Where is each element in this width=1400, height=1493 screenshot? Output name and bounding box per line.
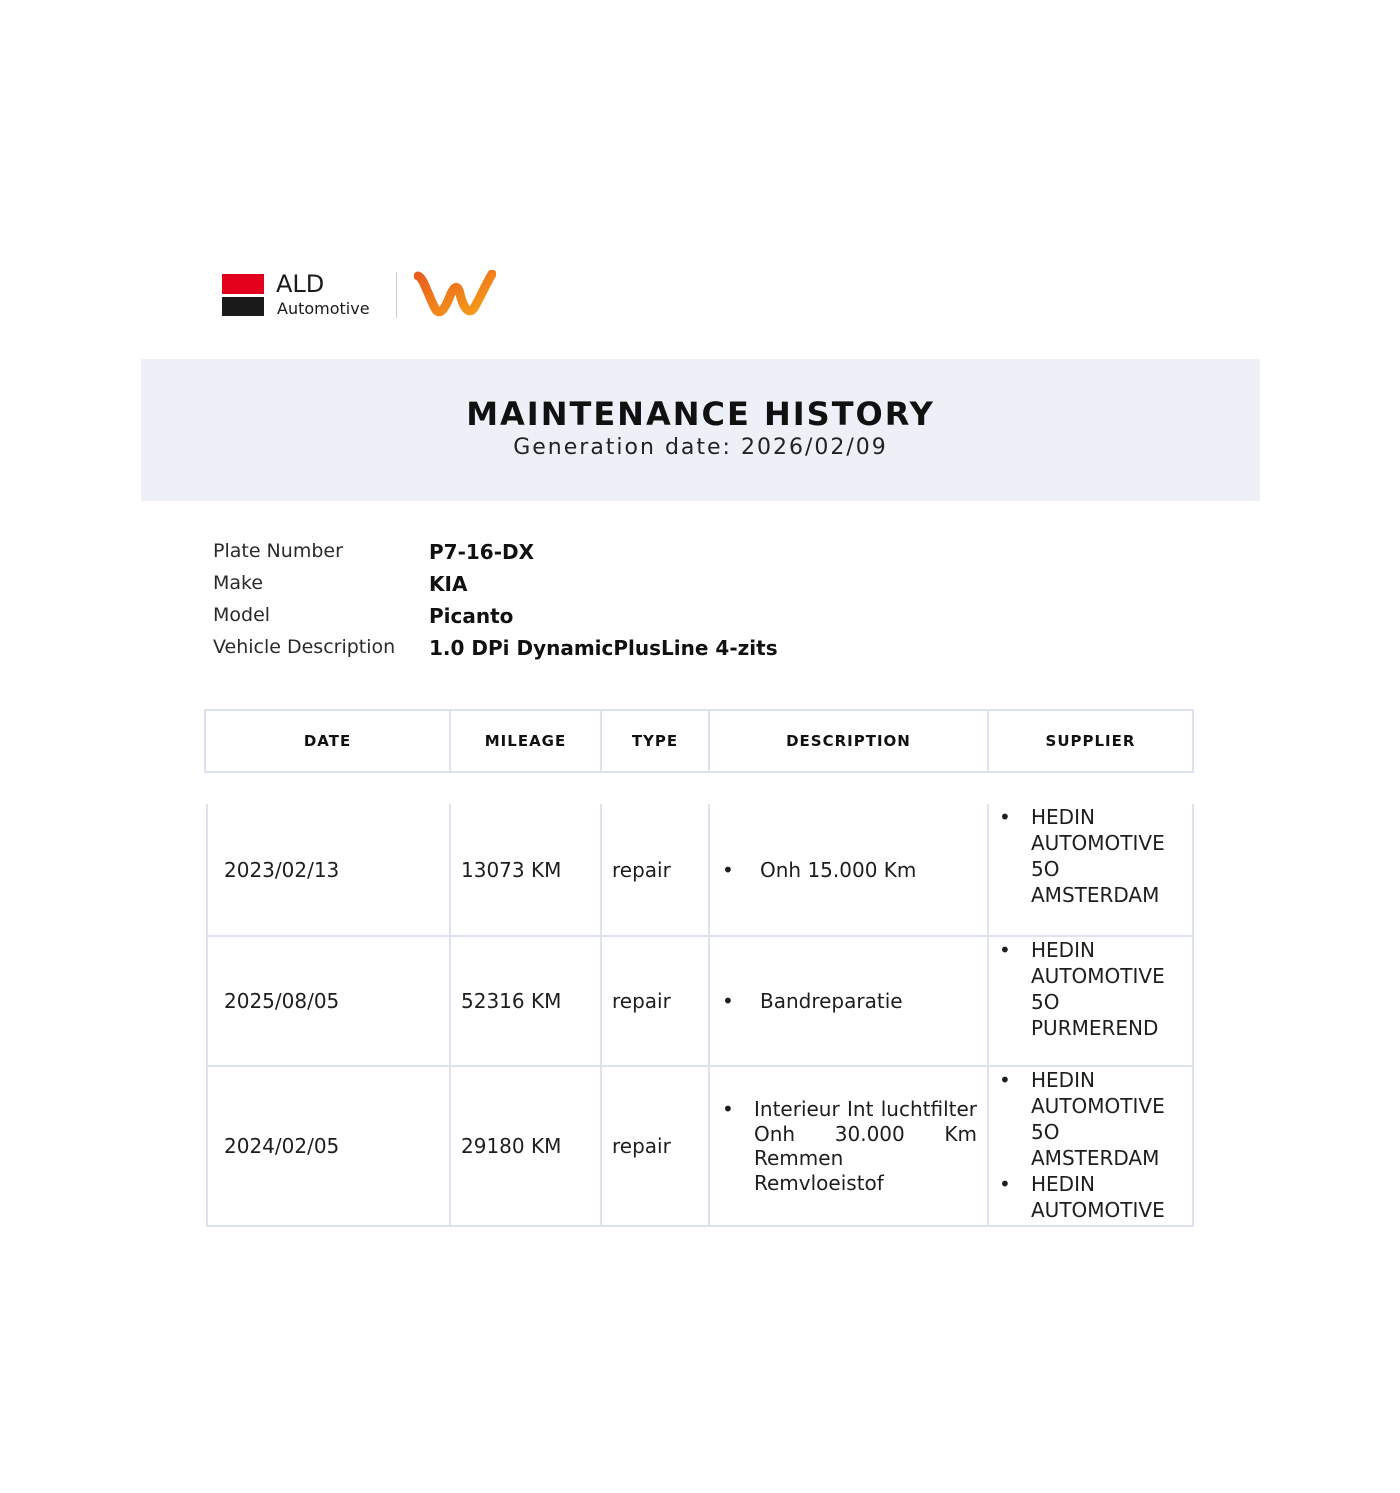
table-row (208, 804, 1192, 935)
column-header-mileage: MILEAGE (451, 711, 602, 771)
cell-description (710, 1067, 989, 1225)
table-row (208, 1065, 1192, 1225)
cell-date: 2024/02/05 (208, 1067, 451, 1225)
column-header-supplier: SUPPLIER (1045, 732, 1136, 750)
cell-mileage: 29180 KM (451, 1067, 602, 1225)
column-header-date: DATE (206, 711, 451, 771)
logo-divider (396, 272, 397, 318)
generation-date: Generation date: 2026/02/09 (513, 435, 888, 460)
cell-date: 2023/02/13 (208, 804, 451, 935)
supplier-item: • HEDIN AUTOMOTIVE 5O PURMEREND (999, 937, 1179, 1041)
column-header-type: TYPE (602, 711, 710, 771)
info-value: 1.0 DPi DynamicPlusLine 4-zits (429, 636, 778, 660)
supplier-item: • HEDIN AUTOMOTIVE (999, 1171, 1179, 1223)
info-value: KIA (429, 572, 468, 596)
info-label: Make (213, 572, 264, 594)
description-item: • Onh 15.000 Km (722, 857, 916, 883)
cell-mileage: 13073 KM (451, 804, 602, 935)
cell-type: repair (602, 937, 710, 1065)
cell-type: repair (602, 1067, 710, 1225)
page-title: MAINTENANCE HISTORY (466, 395, 935, 433)
table-row (208, 935, 1192, 1065)
cell-description (710, 937, 989, 1065)
cell-date: 2025/08/05 (208, 937, 451, 1065)
cell-type: repair (602, 804, 710, 935)
leaseplan-logo-icon (414, 270, 496, 320)
ald-logo-name: ALD (276, 270, 325, 298)
report-header (141, 359, 1260, 501)
column-header-description: DESCRIPTION (710, 711, 989, 771)
cell-description (710, 804, 989, 935)
ald-square-logo-icon (222, 274, 264, 316)
supplier-item: • HEDIN AUTOMOTIVE 5O AMSTERDAM (999, 804, 1179, 908)
info-value: P7-16-DX (429, 540, 535, 564)
info-label: Model (213, 604, 271, 626)
table-header (204, 709, 1194, 773)
description-item: • Bandreparatie (722, 988, 903, 1014)
info-label: Plate Number (213, 540, 343, 562)
supplier-item: • HEDIN AUTOMOTIVE 5O AMSTERDAM (999, 1067, 1179, 1171)
cell-supplier (989, 1067, 1192, 1225)
description-item: • Interieur Int luchtfilter Onh 30.000 Km Remmen Remvloeistof (722, 1097, 977, 1195)
cell-supplier (989, 804, 1192, 935)
maintenance-table (206, 804, 1194, 1227)
cell-mileage: 52316 KM (451, 937, 602, 1065)
ald-automotive-logo (222, 270, 382, 320)
ald-logo-subname: Automotive (277, 299, 370, 318)
info-value: Picanto (429, 604, 514, 628)
cell-supplier (989, 937, 1192, 1065)
info-label: Vehicle Description (213, 636, 396, 658)
